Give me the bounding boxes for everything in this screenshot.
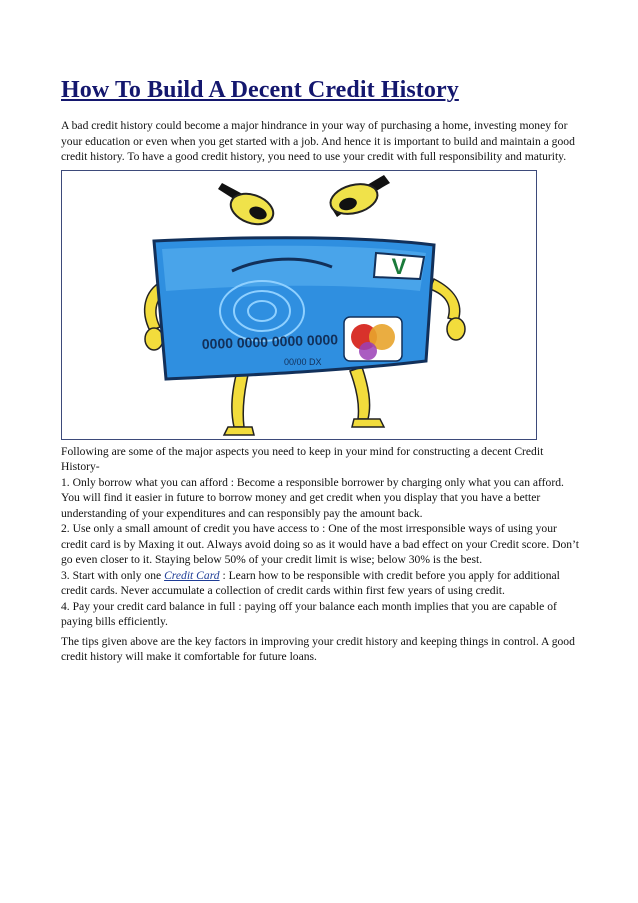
tip-3-after: : Learn how to be responsible with credit before you apply for additional credit cards. Never accumulate a collection of credit cards within first few years of using credit. <box>61 568 560 597</box>
tips-lead: Following are some of the major aspects you need to keep in your mind for constructing a decent Credit History- <box>61 444 544 473</box>
tip-3 <box>61 568 581 599</box>
article-title: How To Build A Decent Credit History <box>61 77 459 103</box>
tip-4: 4. Pay your credit card balance in full : paying off your balance each month implies that you are capable of paying bills efficiently. <box>61 599 557 628</box>
card-expiry: 00/00 DX <box>284 356 322 367</box>
tip-3-before: 3. Start with only one <box>61 568 165 582</box>
credit-card-illustration <box>61 170 537 440</box>
tip-2: 2. Use only a small amount of credit you have access to : One of the most irresponsible ways of using your credit card is by Maxing it out. Always avoid doing so as it would have a bad effect on your Credit score. Don’t go even closer to it. Staying below 50% of your credit limit is wise; below 30% is the best. <box>61 522 579 566</box>
tips-section <box>61 444 581 630</box>
closing-paragraph: The tips given above are the key factors in improving your credit history and keeping things in control. A good credit history will make it comfortable for future loans. <box>61 634 575 663</box>
card-number: 0000 0000 0000 0000 <box>201 330 339 352</box>
card-logo-letter: V <box>391 253 407 279</box>
tip-1: 1. Only borrow what you can afford : Become a responsible borrower by charging only what you can afford. You will find it easier in future to borrow money and get credit when you display that you have a better understanding of your expenditures and can responsibly pay the amount back. <box>61 475 564 520</box>
article <box>61 76 581 665</box>
intro-paragraph: A bad credit history could become a major hindrance in your way of purchasing a home, investing money for your education or even when you get started with a job. And hence it is important to build and maintain a good credit history. To have a good credit history, you need to use your credit with full responsibility and maturity. <box>61 119 575 163</box>
credit-card-link[interactable]: Credit Card <box>164 568 220 582</box>
angry-credit-card-icon <box>62 171 536 439</box>
